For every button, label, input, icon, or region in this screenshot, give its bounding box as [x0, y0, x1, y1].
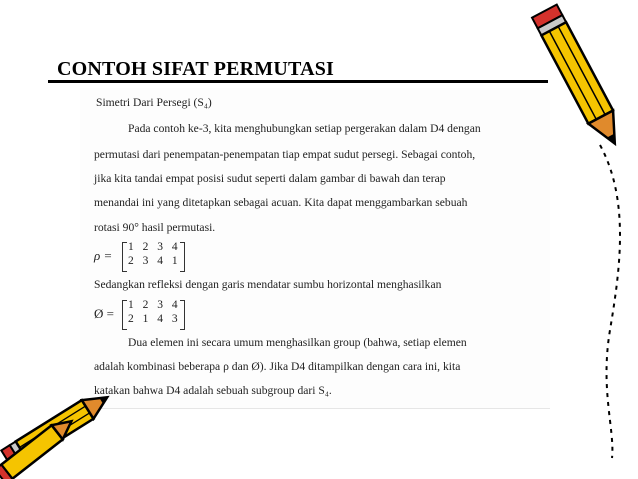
paragraph-line: Dua elemen ini secara umum menghasilkan group (bahwa, setiap elemen — [128, 336, 467, 349]
paragraph-line: rotasi 90° hasil permutasi. — [94, 221, 216, 234]
paragraph-line: katakan bahwa D4 adalah sebuah subgroup dari S₄. — [94, 384, 332, 397]
pencil-bottom-left-icon — [0, 380, 130, 479]
phi-symbol: Ø = — [94, 306, 114, 321]
pencil-top-right-icon — [525, 0, 638, 160]
matrix-bracket-left — [122, 300, 127, 330]
doc-heading: Simetri Dari Persegi (S₄) — [96, 96, 212, 109]
paragraph-line: Pada contoh ke-3, kita menghubungkan setiap pergerakan dalam D4 dengan — [128, 122, 481, 135]
matrix-bracket-right — [180, 300, 185, 330]
rho-symbol: ρ = — [94, 248, 113, 263]
matrix-bottom-row: 2 3 4 1 — [128, 255, 181, 267]
matrix-bottom-row: 2 1 4 3 — [128, 313, 181, 325]
reflection-line: Sedangkan refleksi dengan garis mendatar sumbu horizontal menghasilkan — [94, 278, 442, 291]
paragraph-line: adalah kombinasi beberapa ρ dan Ø). Jika D4 ditampilkan dengan cara ini, kita — [94, 360, 461, 373]
matrix-bracket-left — [122, 242, 127, 272]
document-image — [80, 88, 550, 409]
paragraph-line: menandai ini yang ditetapkan sebagai acuan. Kita dapat menggambarkan sebuah — [94, 196, 468, 209]
matrix-bracket-right — [180, 242, 185, 272]
paragraph-line: jika kita tandai empat posisi sudut seperti dalam gambar di bawah dan terap — [94, 172, 446, 185]
slide-title: CONTOH SIFAT PERMUTASI — [57, 58, 335, 80]
matrix-top-row: 1 2 3 4 — [128, 299, 181, 311]
paragraph-line: permutasi dari penempatan-penempatan tiap empat sudut persegi. Sebagai contoh, — [94, 148, 476, 161]
title-underline — [48, 80, 548, 83]
matrix-top-row: 1 2 3 4 — [128, 241, 181, 253]
dashed-curve-decoration — [590, 140, 638, 460]
